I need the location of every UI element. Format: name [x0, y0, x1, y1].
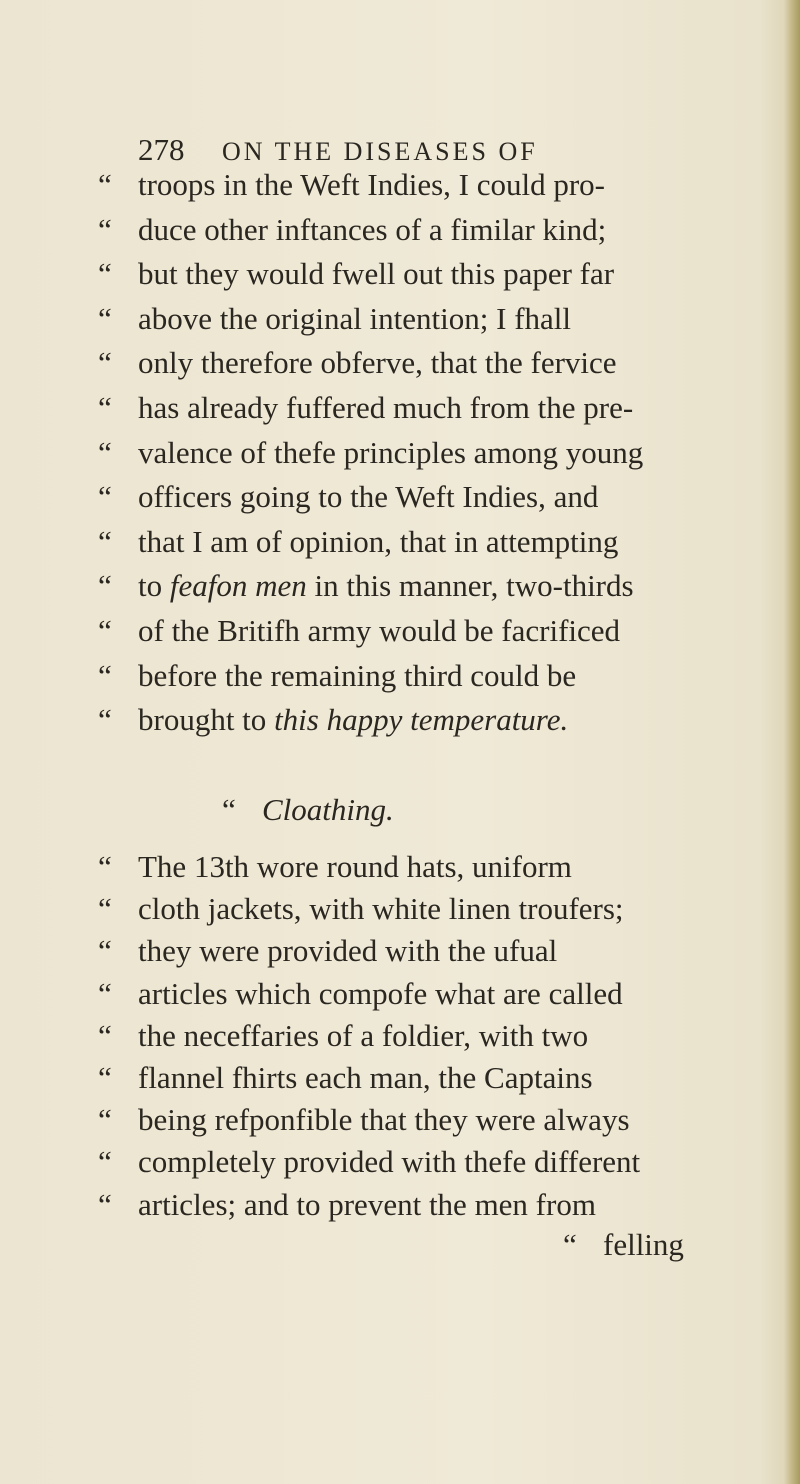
quote-mark: “	[98, 933, 112, 969]
catchword	[563, 1225, 684, 1265]
text-line	[98, 1142, 640, 1182]
quote-mark: “	[98, 345, 112, 381]
quote-mark: “	[98, 702, 112, 738]
quote-mark: “	[98, 891, 112, 927]
quote-mark: “	[98, 657, 112, 693]
text-line	[98, 889, 624, 929]
page-edge	[784, 0, 800, 1484]
italic-text: feafon men	[169, 568, 307, 604]
quote-mark: “	[222, 792, 236, 827]
text-line	[98, 343, 617, 383]
line-text: but they would fwell out this paper far	[138, 256, 615, 292]
quote-mark: “	[98, 390, 112, 425]
quote-mark: “	[98, 1186, 112, 1222]
quote-mark: “	[98, 613, 112, 648]
quote-mark: “	[98, 849, 112, 884]
quote-mark: “	[98, 479, 112, 515]
text-line	[98, 1100, 630, 1140]
quote-mark: “	[98, 523, 112, 559]
quote-mark: “	[98, 434, 112, 470]
text-line	[98, 931, 557, 971]
quote-mark: “	[98, 211, 112, 247]
line-text: completely provided with thefe different	[138, 1144, 641, 1180]
line-text: being refponfible that they were always	[138, 1102, 630, 1138]
line-text: to	[138, 568, 170, 604]
quote-mark: “	[98, 1102, 112, 1138]
quote-mark: “	[98, 300, 112, 336]
text-line	[98, 522, 618, 562]
text-line	[98, 1016, 588, 1056]
text-line	[98, 388, 633, 428]
line-text: articles; and to prevent the men from	[138, 1186, 596, 1222]
text-line	[98, 974, 623, 1014]
italic-text: this happy temperature.	[274, 702, 569, 738]
text-line	[98, 700, 568, 740]
quote-mark: “	[98, 256, 112, 292]
running-title: ON THE DISEASES OF	[222, 137, 538, 166]
line-text: above the original intention; I fhall	[138, 300, 572, 336]
text-line	[98, 254, 614, 294]
text-line	[98, 611, 620, 651]
line-text: articles which compofe what are called	[138, 975, 623, 1011]
text-line	[98, 210, 606, 250]
text-line	[98, 165, 605, 205]
line-text: brought to	[138, 702, 275, 738]
text-line	[98, 566, 634, 606]
line-text: has already fuffered much from the pre-	[138, 390, 634, 425]
text-line	[98, 1058, 593, 1098]
catchword-text: felling	[603, 1227, 684, 1262]
section-heading-text: Cloathing.	[262, 792, 394, 827]
quote-mark: “	[563, 1227, 577, 1262]
line-text: of the Britifh army would be facrificed	[138, 613, 621, 648]
text-line	[98, 847, 572, 887]
quote-mark: “	[98, 1144, 112, 1180]
line-text: flannel fhirts each man, the Captains	[138, 1060, 593, 1095]
line-text: before the remaining third could be	[138, 657, 577, 693]
page-number: 278	[138, 132, 185, 167]
text-line	[98, 477, 598, 517]
line-text: they were provided with the ufual	[138, 933, 558, 969]
text-line	[98, 1185, 596, 1225]
line-text: cloth jackets, with white linen troufers;	[138, 891, 624, 927]
line-text: the neceffaries of a foldier, with two	[138, 1017, 589, 1053]
line-text: only therefore obferve, that the fervice	[138, 345, 617, 381]
text-line	[98, 299, 571, 339]
line-text: officers going to the Weft Indies, and	[138, 479, 599, 515]
line-text: troops in the Weft Indies, I could pro-	[138, 167, 605, 202]
quote-mark: “	[98, 1017, 112, 1053]
quote-mark: “	[98, 975, 112, 1011]
text-line	[98, 656, 576, 696]
quote-mark: “	[98, 568, 112, 604]
line-text: valence of thefe principles among young	[138, 434, 644, 470]
quote-mark: “	[98, 1060, 112, 1095]
text-line	[98, 433, 643, 473]
section-heading	[222, 790, 394, 830]
quote-mark: “	[98, 167, 112, 202]
line-text: in this manner, two-thirds	[306, 568, 634, 604]
line-text: duce other inftances of a fimilar kind;	[138, 211, 607, 247]
line-text: that I am of opinion, that in attempting	[138, 523, 619, 559]
line-text: The 13th wore round hats, uniform	[138, 849, 572, 884]
